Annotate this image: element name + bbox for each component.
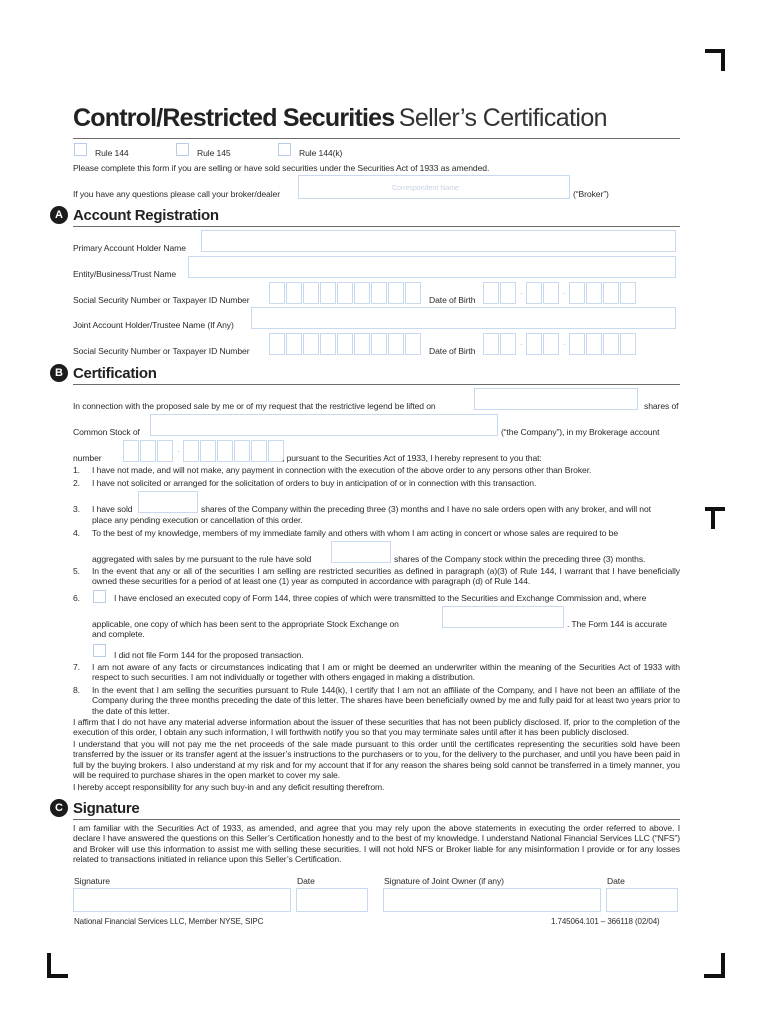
item4-text-b: aggregated with sales by me pursuant to the rule have sold <box>92 554 312 564</box>
item6-text-d: and complete. <box>92 629 145 639</box>
pursuant-text: , pursuant to the Securities Act of 1933, I hereby represent to you that: <box>282 453 542 463</box>
item2-text: I have not solicited or arranged for the solicitation of orders to buy in anticipation of or in connection with this transaction. <box>92 478 537 488</box>
questions-label: If you have any questions please call your broker/dealer <box>73 189 280 199</box>
joint-holder-label: Joint Account Holder/Trustee Name (If Any) <box>73 320 234 330</box>
item8-text: In the event that I am selling the securities pursuant to Rule 144(k), I certify that I am not an affiliate of the Company, and I have not been an affiliate of the Company during the three months preceding the date of this letter. The shares have been beneficially owned by me and fully paid for at least two years prior to the date of this letter. <box>92 685 680 716</box>
ssn-label: Social Security Number or Taxpayer ID Number <box>73 295 250 305</box>
signature-field[interactable] <box>73 888 291 912</box>
shares-count-field[interactable] <box>474 388 638 410</box>
ssn-digit-boxes[interactable] <box>269 282 422 304</box>
item3-text-b: shares of the Company within the preceding three (3) months and I have no sale orders open with any broker, and will not <box>201 504 651 514</box>
understand-text: I understand that you will not pay me the net proceeds of the sale made pursuant to this order until the certificates representing the securities sold have been transferred by the issuer or its transfer agent at the issuer’s instructions to the purchasers or to you, for the delivery to the purchaser, and until you have been paid in full by the buying brokers. I also understand at my risk and for my account that if for any reason the shares being sold cannot be transferred in a timely manner, you will be required to purchase shares in the open market to cover my sale. <box>73 739 680 781</box>
account-number-boxes[interactable]: - <box>123 440 285 462</box>
rule-145-checkbox[interactable] <box>176 143 189 156</box>
joint-signature-date-field[interactable] <box>606 888 678 912</box>
intro-text: Please complete this form if you are selling or have sold securities under the Securities Act of 1933 as amended. <box>73 163 490 173</box>
item6-checkbox[interactable] <box>93 590 106 603</box>
section-b-header <box>50 364 157 382</box>
footer-form-number: 1.745064.101 – 366118 (02/04) <box>551 917 660 926</box>
item6-date-field[interactable] <box>442 606 564 628</box>
item8-number: 8. <box>73 685 80 695</box>
rule-144-label: Rule 144 <box>95 148 129 158</box>
dob-digit-boxes[interactable]: - - <box>483 282 637 304</box>
correspondent-placeholder: Correspondent Name <box>392 185 459 192</box>
section-b-title: Certification <box>73 364 157 382</box>
crop-mark-top-right <box>705 49 725 71</box>
footer-company: National Financial Services LLC, Member NYSE, SIPC <box>74 917 264 926</box>
item7-number: 7. <box>73 662 80 672</box>
primary-holder-label: Primary Account Holder Name <box>73 243 186 253</box>
item3-number: 3. <box>73 504 80 514</box>
item5-number: 5. <box>73 566 80 576</box>
item4-text-c: shares of the Company stock within the preceding three (3) months. <box>394 554 646 564</box>
joint-signature-label: Signature of Joint Owner (if any) <box>384 876 504 886</box>
item5-text: In the event that any or all of the securities I am selling are restricted securities as defined in paragraph (a)(3) of Rule 144, I warrant that I have beneficially owned these securities for a period of at least one (1) year as computed in accordance with paragraph (d) of Rule 144. <box>92 566 680 587</box>
item1-text: I have not made, and will not make, any payment in connection with the execution of the above order to any persons other than Broker. <box>92 465 592 475</box>
date-label: Date <box>297 876 315 886</box>
signature-label: Signature <box>74 876 110 886</box>
section-a-header <box>50 206 219 224</box>
dob2-digit-boxes[interactable]: - - <box>483 333 637 355</box>
item6-text-a: I have enclosed an executed copy of Form 144, three copies of which were transmitted to the Securities and Exchange Commission and, where <box>114 593 647 603</box>
title-underline <box>73 138 680 139</box>
no-form-144-text: I did not file Form 144 for the proposed transaction. <box>114 650 304 660</box>
section-b-badge: B <box>50 364 68 382</box>
dob2-label: Date of Birth <box>429 346 476 356</box>
item4-shares-field[interactable] <box>331 541 391 563</box>
section-c-rule <box>73 819 680 820</box>
item6-text-b: applicable, one copy of which has been sent to the appropriate Stock Exchange on <box>92 619 399 629</box>
item7-text: I am not aware of any facts or circumstances indicating that I am or might be deemed an underwriter within the meaning of the Securities Act of 1933 with respect to such securities. I am not individually or together with others engaged in making a distribution. <box>92 662 680 683</box>
section-a-title: Account Registration <box>73 206 219 224</box>
rule-144k-checkbox[interactable] <box>278 143 291 156</box>
familiar-text: I am familiar with the Securities Act of 1933, as amended, and agree that you may rely upon the above statements in executing the order referred to above. I declare I have answered the questions on this Seller’s Certification honestly and to the best of my knowledge. I understand National Financial Services LLC (“NFS”) and Broker will use this information to assist me with selling these securities. I will not hold NFS or Broker liable for any misinformation I provide or for any losses related to transactions initiated in reliance upon this Seller’s Certification. <box>73 823 680 865</box>
joint-signature-field[interactable] <box>383 888 601 912</box>
rule-144-checkbox[interactable] <box>74 143 87 156</box>
section-a-badge: A <box>50 206 68 224</box>
section-b-rule <box>73 384 680 385</box>
title-light: Seller’s Certification <box>398 104 607 132</box>
affirm-text: I affirm that I do not have any material adverse information about the issuer of these securities that has not been publicly disclosed. If, prior to the completion of the execution of this order, I obtain any such information, I will forthwith notify you so that you may terminate sales until after it has been publicly disclosed. <box>73 717 680 738</box>
ssn2-label: Social Security Number or Taxpayer ID Number <box>73 346 250 356</box>
item3-text-c: place any pending execution or cancellation of this order. <box>92 515 303 525</box>
crop-mark-middle-right <box>705 507 725 525</box>
page-title <box>73 104 607 133</box>
title-bold: Control/Restricted Securities <box>73 104 395 132</box>
section-c-badge: C <box>50 799 68 817</box>
section-c-header <box>50 799 139 817</box>
item4-number: 4. <box>73 528 80 538</box>
item6-number: 6. <box>73 593 80 603</box>
common-stock-label: Common Stock of <box>73 427 140 437</box>
item6-text-c: . The Form 144 is accurate <box>567 619 667 629</box>
number-label: number <box>73 453 102 463</box>
broker-suffix: (“Broker”) <box>573 189 609 199</box>
item3-shares-field[interactable] <box>138 491 198 513</box>
no-form-144-checkbox[interactable] <box>93 644 106 657</box>
item1-number: 1. <box>73 465 80 475</box>
section-a-rule <box>73 226 680 227</box>
section-c-title: Signature <box>73 799 140 817</box>
joint-holder-field[interactable] <box>251 307 676 329</box>
item2-number: 2. <box>73 478 80 488</box>
shares-of-label: shares of <box>644 401 679 411</box>
rule-145-label: Rule 145 <box>197 148 231 158</box>
entity-field[interactable] <box>188 256 676 278</box>
crop-mark-bottom-right <box>704 953 725 978</box>
item4-text-a: To the best of my knowledge, members of my immediate family and others with whom I am acting in concert or whose sales are required to be <box>92 528 619 538</box>
rule-144k-label: Rule 144(k) <box>299 148 343 158</box>
connection-text: In connection with the proposed sale by me or of my request that the restrictive legend be lifted on <box>73 401 436 411</box>
primary-holder-field[interactable] <box>201 230 676 252</box>
company-name-field[interactable] <box>150 414 498 436</box>
date2-label: Date <box>607 876 625 886</box>
crop-mark-bottom-left <box>47 953 68 978</box>
accept-text: I hereby accept responsibility for any such buy-in and any deficit resulting therefrom. <box>73 782 385 792</box>
entity-label: Entity/Business/Trust Name <box>73 269 177 279</box>
company-suffix: (“the Company”), in my Brokerage account <box>501 427 660 437</box>
ssn2-digit-boxes[interactable] <box>269 333 422 355</box>
signature-date-field[interactable] <box>296 888 368 912</box>
dob-label: Date of Birth <box>429 295 476 305</box>
item3-text-a: I have sold <box>92 504 133 514</box>
